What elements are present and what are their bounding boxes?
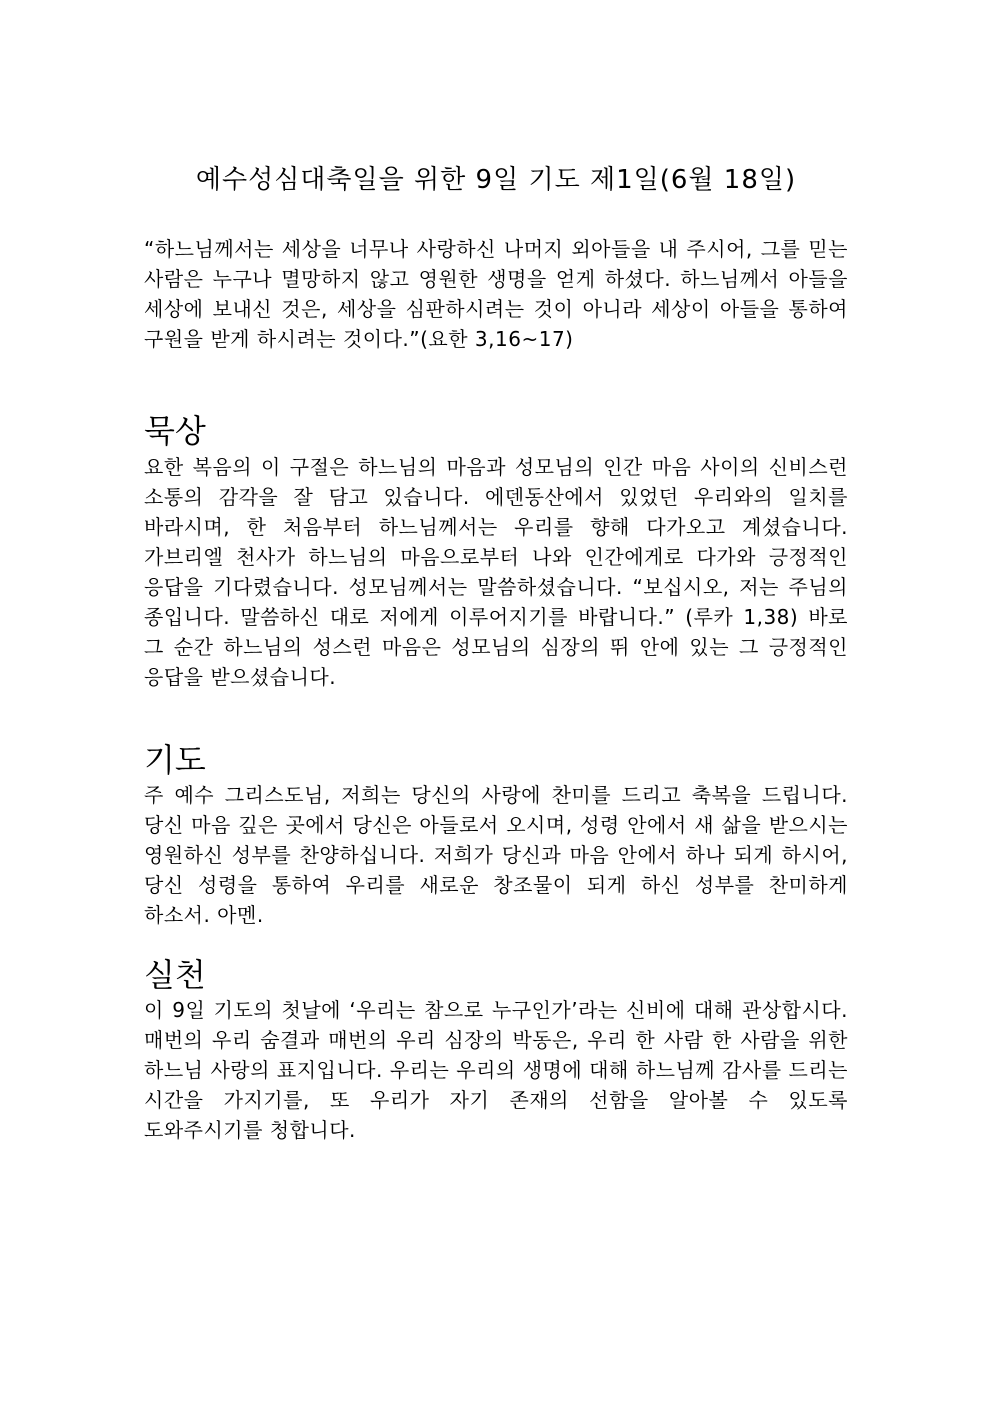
section-practice-text: 이 9일 기도의 첫날에 ‘우리는 참으로 누구인가’라는 신비에 대해 관상합시다. 매번의 우리 숨결과 매번의 우리 심장의 박동은, 우리 한 사람 한 사람을 위한 하느님 사랑의 표지입니다. 우리는 우리의 생명에 대해 하느님께 감사를 드리는 시간을 가지기를, 또 우리가 자기 존재의 선함을 알아볼 수 있도록 도와주시기를 청합니다. <box>144 998 848 1142</box>
scripture-quote <box>144 234 848 354</box>
section-practice <box>144 995 848 1145</box>
section-heading-prayer: 기도 <box>144 741 206 779</box>
section-heading-meditation: 묵상 <box>144 412 206 450</box>
section-prayer-text: 주 예수 그리스도님, 저희는 당신의 사랑에 찬미를 드리고 축복을 드립니다. 당신 마음 깊은 곳에서 당신은 아들로서 오시며, 성령 안에서 새 삶을 받으시는 영원하신 성부를 찬양하십니다. 저희가 당신과 마음 안에서 하나 되게 하시어, 당신 성령을 통하여 우리를 새로운 창조물이 되게 하신 성부를 찬미하게 하소서. 아멘. <box>144 783 848 927</box>
section-meditation-text: 요한 복음의 이 구절은 하느님의 마음과 성모님의 인간 마음 사이의 신비스런 소통의 감각을 잘 담고 있습니다. 에덴동산에서 있었던 우리와의 일치를 바라시며, 한 처음부터 하느님께서는 우리를 향해 다가오고 계셨습니다. 가브리엘 천사가 하느님의 마음으로부터 나와 인간에게로 다가와 긍정적인 응답을 기다렸습니다. 성모님께서는 말씀하셨습니다. “보십시오, 저는 주님의 종입니다. 말씀하신 대로 저에게 이루어지기를 바랍니다.” (루카 1,38) 바로 그 순간 하느님의 성스런 마음은 성모님의 심장의 뛰 안에 있는 그 긍정적인 응답을 받으셨습니다. <box>144 455 848 689</box>
section-meditation <box>144 452 848 692</box>
scripture-quote-text: “하느님께서는 세상을 너무나 사랑하신 나머지 외아들을 내 주시어, 그를 믿는 사람은 누구나 멸망하지 않고 영원한 생명을 얻게 하셨다. 하느님께서 아들을 세상에 보내신 것은, 세상을 심판하시려는 것이 아니라 세상이 아들을 통하여 구원을 받게 하시려는 것이다.”(요한 3,16~17) <box>144 237 848 351</box>
page-title: 예수성심대축일을 위한 9일 기도 제1일(6월 18일) <box>195 165 797 195</box>
section-heading-practice: 실천 <box>144 956 206 994</box>
section-prayer <box>144 780 848 930</box>
